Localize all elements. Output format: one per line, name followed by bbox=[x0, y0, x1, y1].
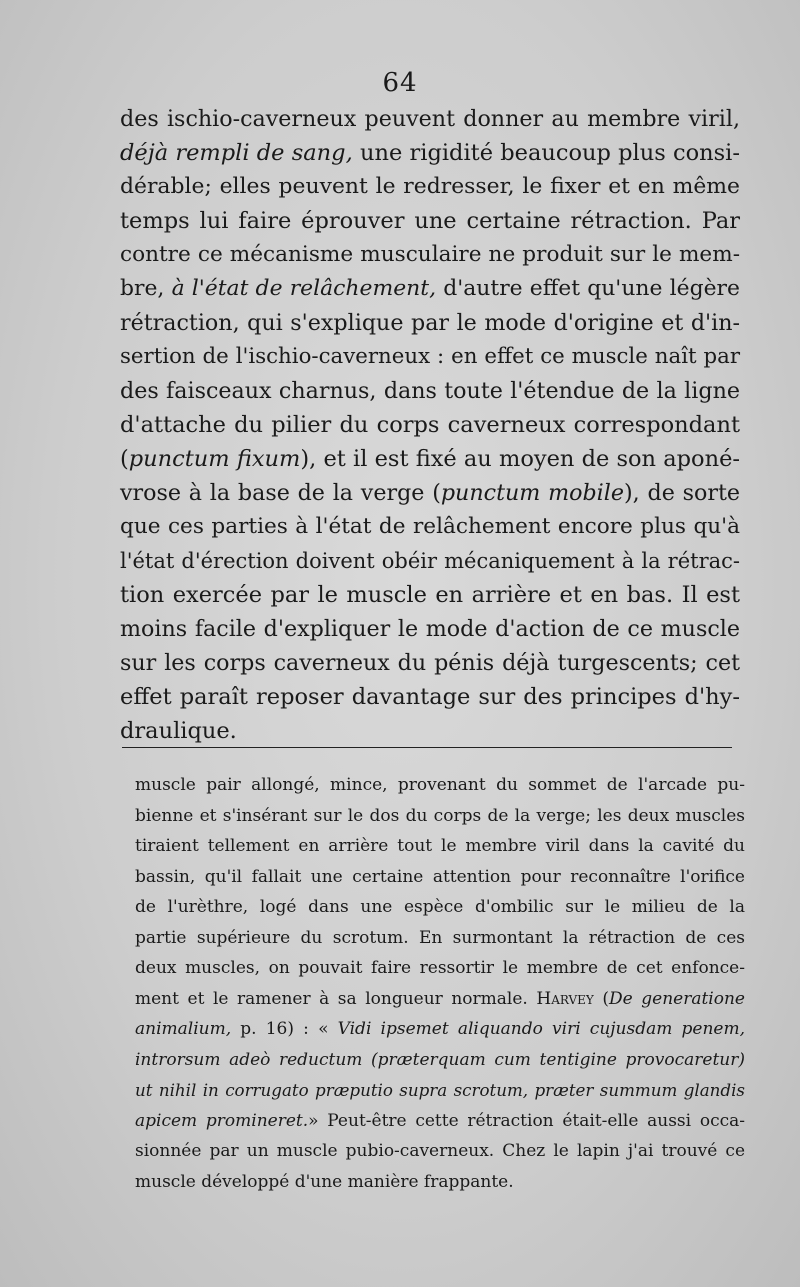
text-line: l'état d'érection doivent obéir mécaniquement à la rétrac- bbox=[120, 549, 740, 573]
footnote-separator bbox=[122, 747, 732, 748]
text-line: que ces parties à l'état de relâchement encore plus qu'à bbox=[120, 514, 740, 539]
text-line: dérable; elles peuvent le redresser, le fixer et en même bbox=[120, 174, 740, 199]
text-line: sertion de l'ischio-caverneux : en effet ce muscle naît par bbox=[120, 344, 740, 369]
text-line: moins facile d'expliquer le mode d'action de ce muscle bbox=[120, 616, 740, 642]
text-line: déjà rempli de sang, une rigidité beaucoup plus consi- bbox=[120, 140, 740, 166]
text-line: (punctum fixum), et il est fixé au moyen de son aponé- bbox=[120, 446, 741, 472]
footnote-line: apicem promineret.» Peut-être cette rétraction était-elle aussi occa- bbox=[135, 1110, 745, 1131]
text-line: des ischio-caverneux peuvent donner au membre viril, bbox=[120, 106, 740, 132]
footnote-line: partie supérieure du scrotum. En surmontant la rétraction de ces bbox=[135, 927, 745, 948]
text-line: des faisceaux charnus, dans toute l'étendue de la ligne bbox=[120, 378, 740, 404]
footnote-line: tiraient tellement en arrière tout le membre viril dans la cavité du bbox=[135, 836, 745, 856]
text-line: rétraction, qui s'explique par le mode d'origine et d'in- bbox=[120, 310, 740, 336]
footnote-block bbox=[135, 770, 745, 1197]
footnote-line: animalium, p. 16) : « Vidi ipsemet aliquando viri cujusdam penem, bbox=[135, 1019, 745, 1039]
text-line: vrose à la base de la verge (punctum mobile), de sorte bbox=[120, 480, 741, 506]
footnote-line: de l'urèthre, logé dans une espèce d'ombilic sur le milieu de la bbox=[135, 897, 745, 917]
text-line: temps lui faire éprouver une certaine rétraction. Par bbox=[120, 208, 740, 234]
footnote-line: muscle pair allongé, mince, provenant du sommet de l'arcade pu- bbox=[135, 775, 745, 795]
footnote-line: introrsum adeò reductum (præterquam cum tentigine provocaretur) bbox=[135, 1049, 745, 1070]
text-line: contre ce mécanisme musculaire ne produit sur le mem- bbox=[120, 242, 740, 267]
work-title: De generatione bbox=[609, 988, 745, 1009]
page-number: 64 bbox=[382, 68, 418, 98]
latin-quote: Vidi ipsemet aliquando viri cujusdam penem, bbox=[337, 1019, 745, 1039]
footnote-line: ut nihil in corrugato præputio supra scrotum, præter summum glandis bbox=[135, 1080, 745, 1100]
text-line: effet paraît reposer davantage sur des principes d'hy- bbox=[120, 684, 740, 710]
text-line: d'attache du pilier du corps caverneux correspondant bbox=[120, 412, 740, 438]
footnote-line: ment et le ramener à sa longueur normale. Harvey (De generatione bbox=[135, 988, 745, 1009]
author-name: Harvey bbox=[536, 988, 594, 1009]
text-line: sur les corps caverneux du pénis déjà turgescents; cet bbox=[120, 650, 740, 676]
footnote-line: sionnée par un muscle pubio-caverneux. Chez le lapin j'ai trouvé ce bbox=[135, 1141, 745, 1161]
text-line: tion exercée par le muscle en arrière et en bas. Il est bbox=[120, 582, 740, 608]
text-line: bre, à l'état de relâchement, d'autre effet qu'une légère bbox=[120, 276, 740, 301]
footnote-line: muscle développé d'une manière frappante. bbox=[135, 1171, 514, 1192]
footnote-line: deux muscles, on pouvait faire ressortir le membre de cet enfonce- bbox=[135, 958, 745, 978]
main-text-block bbox=[120, 102, 740, 748]
text-line: draulique. bbox=[120, 718, 237, 744]
footnote-line: bienne et s'insérant sur le dos du corps de la verge; les deux muscles bbox=[135, 805, 745, 826]
footnote-line: bassin, qu'il fallait une certaine attention pour reconnaître l'orifice bbox=[135, 866, 745, 887]
